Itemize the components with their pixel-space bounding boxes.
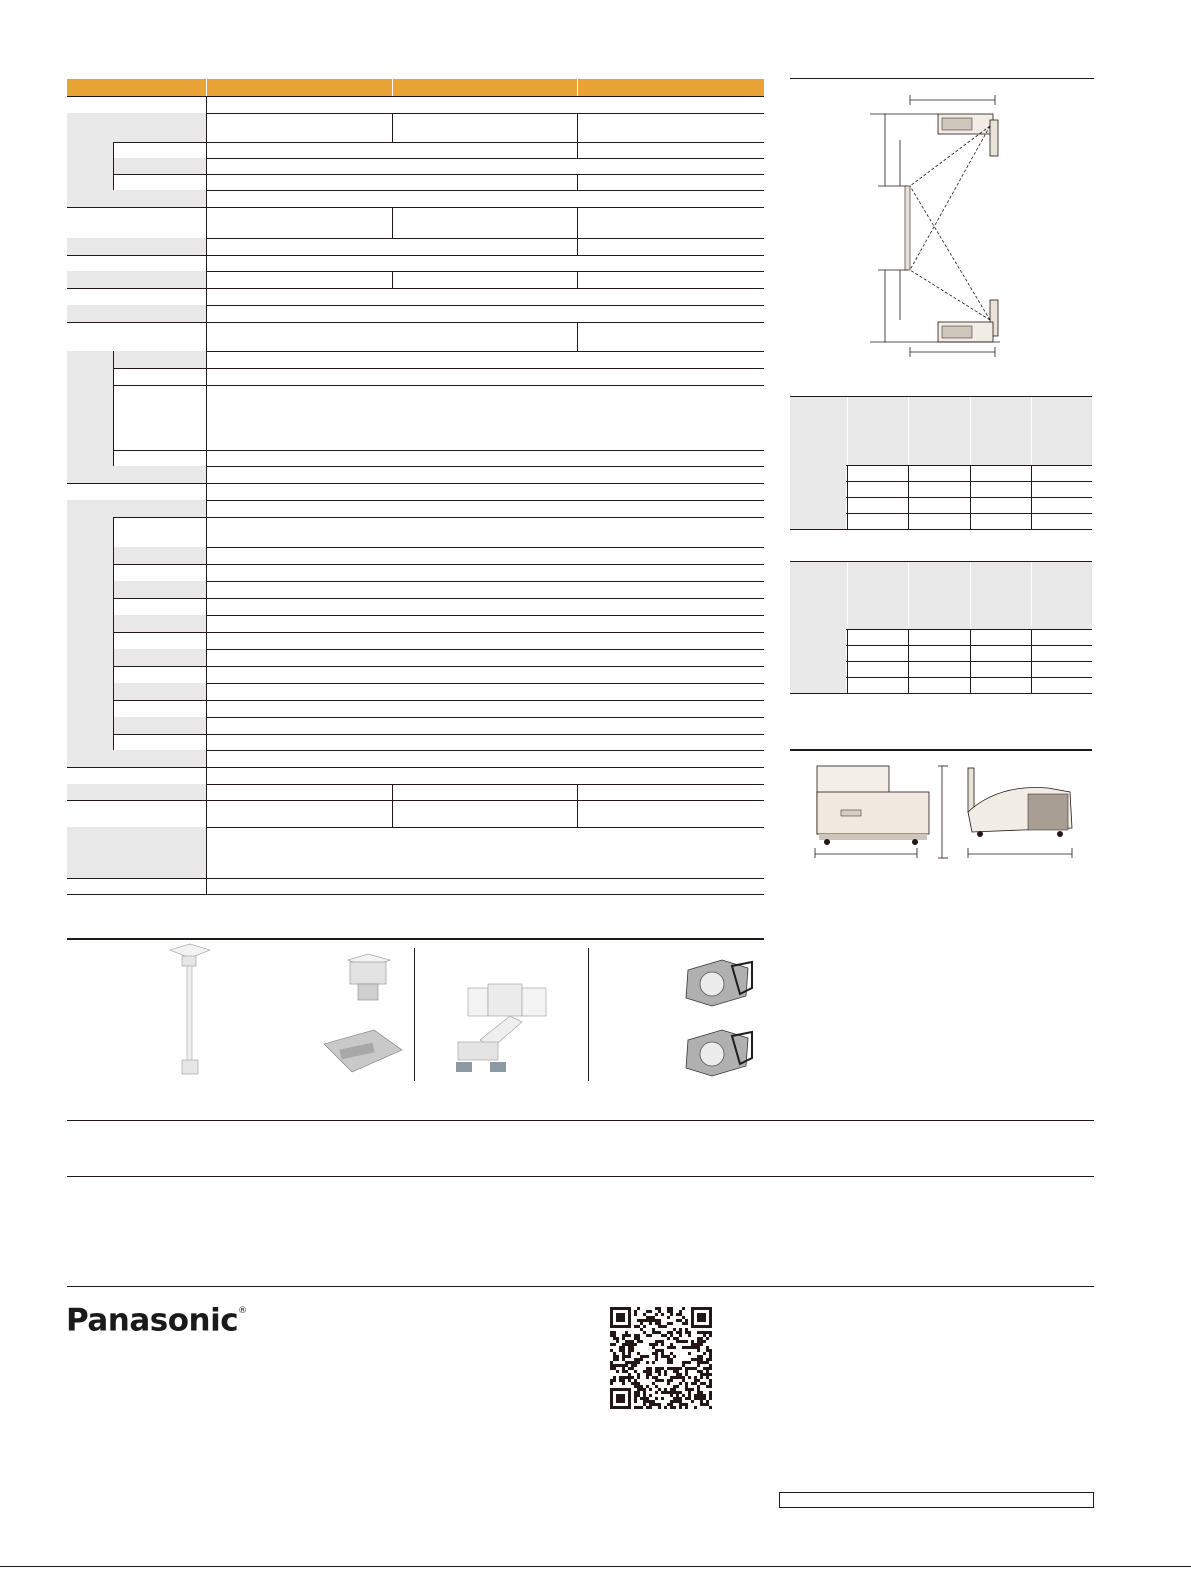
projection-distance-diagram <box>860 90 1020 360</box>
notes-rule-bottom <box>67 1176 1094 1177</box>
notes-rule-top <box>67 1120 1094 1121</box>
panasonic-logo: Panasonic® <box>66 1302 247 1339</box>
qr-code-icon[interactable] <box>610 1307 712 1409</box>
diagram-top-rule <box>790 78 1094 79</box>
projector-side-view <box>938 762 1078 862</box>
dimensions-rule <box>790 749 1092 751</box>
ceiling-bracket-icon <box>320 952 405 1082</box>
ceiling-pole-mount-icon <box>160 942 220 1082</box>
wall-mount-arm-icon <box>440 980 555 1080</box>
footer-rule <box>67 1286 1094 1287</box>
replacement-lamp-icon <box>682 958 754 1078</box>
document-code-box <box>779 1492 1094 1508</box>
spec-table-header <box>67 79 764 96</box>
projector-front-view <box>805 760 935 860</box>
accessories-rule <box>67 938 764 940</box>
